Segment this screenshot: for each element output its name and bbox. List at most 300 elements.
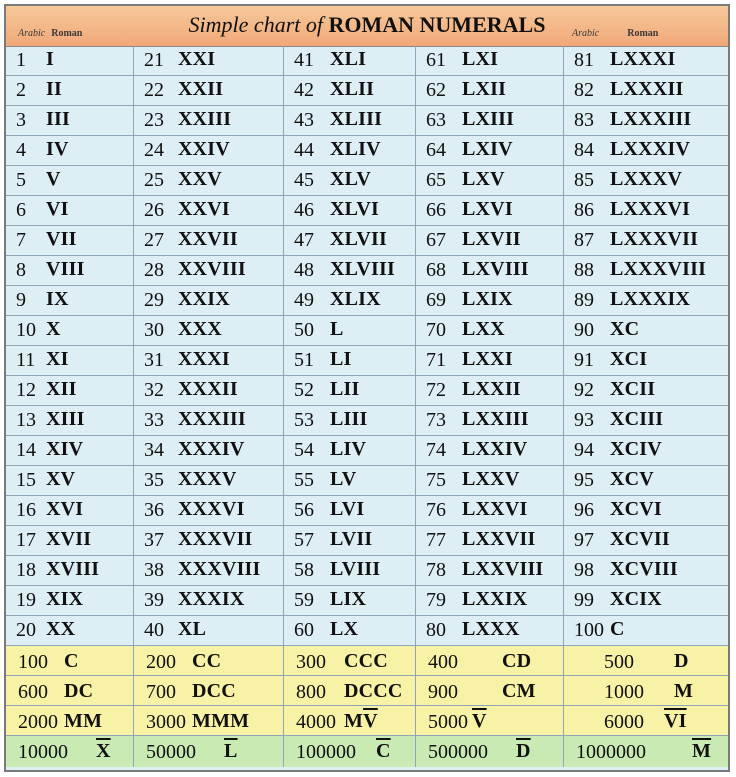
roman-value: XCII xyxy=(610,378,656,400)
roman-value: CC xyxy=(192,650,222,672)
numeral-cell xyxy=(564,376,728,405)
arabic-value: 19 xyxy=(16,589,36,611)
roman-value: LVIII xyxy=(330,558,381,580)
arabic-value: 75 xyxy=(426,469,446,491)
numeral-cell xyxy=(416,376,564,405)
arabic-value: 68 xyxy=(426,259,446,281)
numeral-cell xyxy=(416,676,564,705)
numeral-cell xyxy=(284,496,416,525)
arabic-value: 12 xyxy=(16,379,36,401)
arabic-value: 54 xyxy=(294,439,314,461)
roman-value: XXXIX xyxy=(178,588,245,610)
arabic-value: 84 xyxy=(574,139,594,161)
numeral-cell xyxy=(416,526,564,555)
numeral-cell xyxy=(564,526,728,555)
numeral-cell xyxy=(284,706,416,735)
arabic-value: 55 xyxy=(294,469,314,491)
numeral-cell xyxy=(6,496,134,525)
roman-value: LIX xyxy=(330,588,367,610)
arabic-value: 39 xyxy=(144,589,164,611)
arabic-value: 4000 xyxy=(296,711,336,733)
arabic-value: 500000 xyxy=(428,741,488,763)
table-row xyxy=(6,376,728,406)
roman-value xyxy=(376,740,391,763)
arabic-value: 1000 xyxy=(604,681,644,703)
roman-value: XLIV xyxy=(330,138,381,160)
numeral-cell xyxy=(416,76,564,105)
arabic-value: 85 xyxy=(574,169,594,191)
header-left-roman: Roman xyxy=(51,28,83,39)
arabic-value: 800 xyxy=(296,681,326,703)
arabic-value: 37 xyxy=(144,529,164,551)
roman-value: LXVI xyxy=(462,198,513,220)
numeral-cell xyxy=(416,196,564,225)
arabic-value: 90 xyxy=(574,319,594,341)
roman-value xyxy=(472,710,487,733)
roman-value: XLIII xyxy=(330,108,383,130)
hundreds-row xyxy=(6,646,728,676)
roman-value: LXXXI xyxy=(610,48,676,70)
numeral-cell xyxy=(134,346,284,375)
table-row xyxy=(6,196,728,226)
roman-value: XCVIII xyxy=(610,558,678,580)
numeral-cell xyxy=(416,166,564,195)
roman-value xyxy=(664,710,687,733)
roman-value: LIII xyxy=(330,408,368,430)
roman-plain-part: M xyxy=(344,710,364,732)
roman-value: XXIV xyxy=(178,138,230,160)
roman-value: XVIII xyxy=(46,558,100,580)
numeral-cell xyxy=(6,556,134,585)
roman-value: LXXII xyxy=(462,378,521,400)
roman-value xyxy=(64,710,102,733)
numeral-cell xyxy=(6,526,134,555)
roman-value: LXXXII xyxy=(610,78,684,100)
numeral-cell xyxy=(416,646,564,675)
numeral-cell xyxy=(564,676,728,705)
hundreds-row xyxy=(6,676,728,706)
table-row xyxy=(6,286,728,316)
roman-overlined-part: $\overline{D}$ xyxy=(516,740,531,762)
roman-value: VI xyxy=(46,198,69,220)
table-row xyxy=(6,616,728,646)
arabic-value: 14 xyxy=(16,439,36,461)
arabic-value: 50000 xyxy=(146,741,196,763)
roman-value: LXXVII xyxy=(462,528,536,550)
numeral-cell xyxy=(416,616,564,645)
numeral-cell xyxy=(284,646,416,675)
roman-value: LXXI xyxy=(462,348,513,370)
arabic-value: 9 xyxy=(16,289,26,311)
arabic-value: 64 xyxy=(426,139,446,161)
roman-value: XLV xyxy=(330,168,371,190)
numeral-cell xyxy=(564,196,728,225)
table-row xyxy=(6,226,728,256)
roman-value: LXXXV xyxy=(610,168,683,190)
arabic-value: 78 xyxy=(426,559,446,581)
numeral-cell xyxy=(284,46,416,75)
arabic-value: 82 xyxy=(574,79,594,101)
arabic-value: 32 xyxy=(144,379,164,401)
arabic-value: 8 xyxy=(16,259,26,281)
arabic-value: 100 xyxy=(18,651,48,673)
arabic-value: 88 xyxy=(574,259,594,281)
arabic-value: 16 xyxy=(16,499,36,521)
roman-value: XIX xyxy=(46,588,84,610)
roman-value: VIII xyxy=(46,258,85,280)
numeral-cell xyxy=(284,286,416,315)
arabic-value: 100000 xyxy=(296,741,356,763)
roman-value: LV xyxy=(330,468,357,490)
arabic-value: 91 xyxy=(574,349,594,371)
table-row xyxy=(6,556,728,586)
numeral-cell xyxy=(416,286,564,315)
arabic-value: 74 xyxy=(426,439,446,461)
numeral-cell xyxy=(6,676,134,705)
hundreds-row xyxy=(6,706,728,736)
numeral-cell xyxy=(416,406,564,435)
arabic-value: 87 xyxy=(574,229,594,251)
numeral-cell xyxy=(134,226,284,255)
numeral-cell xyxy=(134,616,284,645)
numeral-cell xyxy=(6,346,134,375)
numeral-cell xyxy=(284,436,416,465)
arabic-value: 18 xyxy=(16,559,36,581)
numeral-cell xyxy=(284,376,416,405)
numeral-cell xyxy=(564,406,728,435)
arabic-value: 2 xyxy=(16,79,26,101)
roman-value: LII xyxy=(330,378,360,400)
roman-value: XXIX xyxy=(178,288,230,310)
numeral-cell xyxy=(416,436,564,465)
arabic-value: 600 xyxy=(18,681,48,703)
roman-value: LXXXVII xyxy=(610,228,699,250)
arabic-value: 6 xyxy=(16,199,26,221)
roman-value: XLI xyxy=(330,48,367,70)
numeral-cell xyxy=(564,706,728,735)
numeral-cell xyxy=(6,586,134,615)
arabic-value: 200 xyxy=(146,651,176,673)
table-row xyxy=(6,256,728,286)
numeral-cell xyxy=(6,616,134,645)
roman-value: LXXVIII xyxy=(462,558,544,580)
arabic-value: 7 xyxy=(16,229,26,251)
arabic-value: 57 xyxy=(294,529,314,551)
thousands-row xyxy=(6,736,728,767)
arabic-value: 76 xyxy=(426,499,446,521)
numeral-cell xyxy=(564,166,728,195)
arabic-value: 61 xyxy=(426,49,446,71)
roman-value xyxy=(344,710,378,733)
arabic-value: 1 xyxy=(16,49,26,71)
numeral-cell xyxy=(416,496,564,525)
numeral-cell xyxy=(284,346,416,375)
numeral-cell xyxy=(134,526,284,555)
numeral-cell xyxy=(134,46,284,75)
numeral-cell xyxy=(564,76,728,105)
roman-overlined-part: $\overline{V}$ xyxy=(472,710,487,732)
numeral-cell xyxy=(416,226,564,255)
numeral-cell xyxy=(284,136,416,165)
roman-value: III xyxy=(46,108,70,130)
roman-value: LXX xyxy=(462,318,505,340)
numeral-cell xyxy=(284,556,416,585)
arabic-value: 6000 xyxy=(604,711,644,733)
table-row xyxy=(6,106,728,136)
roman-value: LXV xyxy=(462,168,505,190)
numeral-cell xyxy=(6,226,134,255)
roman-value: LXXXVIII xyxy=(610,258,707,280)
title-main: ROMAN NUMERALS xyxy=(328,12,546,37)
numeral-cell xyxy=(284,226,416,255)
roman-value: IX xyxy=(46,288,69,310)
arabic-value: 3000 xyxy=(146,711,186,733)
roman-value: LXXIII xyxy=(462,408,529,430)
numeral-cell xyxy=(416,586,564,615)
roman-value: XLVI xyxy=(330,198,379,220)
roman-value: LXXXIV xyxy=(610,138,691,160)
table-row xyxy=(6,406,728,436)
numeral-cell xyxy=(134,706,284,735)
arabic-value: 33 xyxy=(144,409,164,431)
roman-value: LIV xyxy=(330,438,367,460)
numeral-cell xyxy=(6,436,134,465)
roman-value: XXXVII xyxy=(178,528,253,550)
arabic-value: 22 xyxy=(144,79,164,101)
numeral-cell xyxy=(284,196,416,225)
arabic-value: 53 xyxy=(294,409,314,431)
roman-value: XXVI xyxy=(178,198,230,220)
numeral-cell xyxy=(284,316,416,345)
roman-value: LXVIII xyxy=(462,258,529,280)
arabic-value: 900 xyxy=(428,681,458,703)
table-row xyxy=(6,526,728,556)
arabic-value: 5000 xyxy=(428,711,468,733)
roman-overlined-part: $\overline{L}$ xyxy=(224,740,238,762)
roman-value: LXXXIII xyxy=(610,108,692,130)
roman-value: XX xyxy=(46,618,76,640)
roman-value: XLIX xyxy=(330,288,381,310)
roman-value: LXXIX xyxy=(462,588,528,610)
roman-numerals-chart xyxy=(4,4,730,772)
arabic-value: 10 xyxy=(16,319,36,341)
roman-value: IV xyxy=(46,138,69,160)
arabic-value: 62 xyxy=(426,79,446,101)
title-prefix: Simple chart of xyxy=(188,12,323,37)
numeral-cell xyxy=(6,646,134,675)
arabic-value: 41 xyxy=(294,49,314,71)
arabic-value: 86 xyxy=(574,199,594,221)
roman-value: XXX xyxy=(178,318,222,340)
arabic-value: 89 xyxy=(574,289,594,311)
numeral-cell xyxy=(416,736,564,767)
arabic-value: 44 xyxy=(294,139,314,161)
arabic-value: 30 xyxy=(144,319,164,341)
numeral-cell xyxy=(284,406,416,435)
roman-value: XIII xyxy=(46,408,85,430)
numeral-cell xyxy=(6,106,134,135)
numeral-cell xyxy=(564,586,728,615)
table-row xyxy=(6,346,728,376)
roman-value: C xyxy=(64,650,79,672)
arabic-value: 400 xyxy=(428,651,458,673)
roman-value xyxy=(692,740,711,763)
numeral-cell xyxy=(134,646,284,675)
numeral-cell xyxy=(564,646,728,675)
roman-value: LVII xyxy=(330,528,373,550)
roman-value: I xyxy=(46,48,54,70)
arabic-value: 94 xyxy=(574,439,594,461)
arabic-value: 77 xyxy=(426,529,446,551)
arabic-value: 92 xyxy=(574,379,594,401)
roman-value: XCVI xyxy=(610,498,662,520)
numeral-cell xyxy=(564,616,728,645)
arabic-value: 35 xyxy=(144,469,164,491)
numeral-cell xyxy=(134,436,284,465)
numeral-cell xyxy=(134,256,284,285)
roman-value: X xyxy=(46,318,61,340)
table-row xyxy=(6,76,728,106)
numeral-cell xyxy=(134,196,284,225)
arabic-value: 38 xyxy=(144,559,164,581)
numeral-cell xyxy=(564,46,728,75)
arabic-value: 4 xyxy=(16,139,26,161)
roman-value: XXI xyxy=(178,48,216,70)
numeral-cell xyxy=(6,256,134,285)
numeral-cell xyxy=(564,226,728,255)
numeral-cell xyxy=(134,736,284,767)
roman-value: LXIV xyxy=(462,138,513,160)
arabic-value: 95 xyxy=(574,469,594,491)
numeral-cell xyxy=(284,586,416,615)
numeral-cell xyxy=(134,586,284,615)
roman-value: LVI xyxy=(330,498,365,520)
roman-value: XCV xyxy=(610,468,654,490)
roman-value: XVI xyxy=(46,498,84,520)
numeral-cell xyxy=(416,106,564,135)
numeral-cell xyxy=(6,376,134,405)
arabic-value: 98 xyxy=(574,559,594,581)
header-right-arabic: Arabic xyxy=(572,28,600,39)
roman-value: XXXI xyxy=(178,348,230,370)
roman-value: V xyxy=(46,168,61,190)
numeral-cell xyxy=(6,46,134,75)
arabic-value: 29 xyxy=(144,289,164,311)
arabic-value: 42 xyxy=(294,79,314,101)
roman-value: XXXVI xyxy=(178,498,245,520)
roman-value: VII xyxy=(46,228,77,250)
arabic-value: 66 xyxy=(426,199,446,221)
numeral-cell xyxy=(134,166,284,195)
roman-value xyxy=(516,740,531,763)
arabic-value: 11 xyxy=(16,349,36,371)
roman-value: LXXX xyxy=(462,618,520,640)
numeral-cell xyxy=(134,316,284,345)
roman-value: XLVIII xyxy=(330,258,395,280)
arabic-value: 58 xyxy=(294,559,314,581)
roman-value: XVII xyxy=(46,528,92,550)
numeral-cell xyxy=(134,376,284,405)
numeral-cell xyxy=(134,556,284,585)
table-row xyxy=(6,46,728,76)
numeral-cell xyxy=(564,106,728,135)
arabic-value: 99 xyxy=(574,589,594,611)
roman-value: XII xyxy=(46,378,77,400)
roman-overlined-part: $\overline{VI}$ xyxy=(664,710,687,732)
numeral-cell xyxy=(416,556,564,585)
numeral-cell xyxy=(284,616,416,645)
arabic-value: 5 xyxy=(16,169,26,191)
roman-value: XXXVIII xyxy=(178,558,261,580)
arabic-value: 51 xyxy=(294,349,314,371)
roman-value: C xyxy=(610,618,625,640)
numeral-cell xyxy=(6,466,134,495)
roman-value xyxy=(96,740,111,763)
numeral-cell xyxy=(134,106,284,135)
roman-value: XXXII xyxy=(178,378,238,400)
roman-value: XC xyxy=(610,318,640,340)
numeral-cell xyxy=(284,676,416,705)
numeral-cell xyxy=(564,316,728,345)
arabic-value: 2000 xyxy=(18,711,58,733)
arabic-value: 700 xyxy=(146,681,176,703)
table-row xyxy=(6,166,728,196)
numeral-cell xyxy=(564,346,728,375)
numeral-cell xyxy=(6,706,134,735)
roman-value: D xyxy=(674,650,689,672)
roman-overlined-part: $\overline{V}$ xyxy=(363,710,378,732)
arabic-value: 40 xyxy=(144,619,164,641)
numeral-cell xyxy=(284,76,416,105)
numeral-cell xyxy=(416,46,564,75)
numeral-cell xyxy=(134,496,284,525)
arabic-value: 59 xyxy=(294,589,314,611)
arabic-value: 80 xyxy=(426,619,446,641)
numeral-cell xyxy=(134,76,284,105)
roman-value: LXIX xyxy=(462,288,513,310)
arabic-value: 500 xyxy=(604,651,634,673)
arabic-value: 73 xyxy=(426,409,446,431)
arabic-value: 100 xyxy=(574,619,604,641)
arabic-value: 27 xyxy=(144,229,164,251)
arabic-value: 71 xyxy=(426,349,446,371)
arabic-value: 50 xyxy=(294,319,314,341)
roman-value: XLII xyxy=(330,78,375,100)
table-row xyxy=(6,436,728,466)
numeral-cell xyxy=(134,136,284,165)
roman-value: LXXIV xyxy=(462,438,528,460)
roman-value: XCI xyxy=(610,348,648,370)
numeral-cell xyxy=(284,526,416,555)
arabic-value: 63 xyxy=(426,109,446,131)
arabic-value: 13 xyxy=(16,409,36,431)
roman-value: XXII xyxy=(178,78,224,100)
numeral-cell xyxy=(6,286,134,315)
roman-value: XCIII xyxy=(610,408,664,430)
arabic-value: 97 xyxy=(574,529,594,551)
table-row xyxy=(6,316,728,346)
arabic-value: 43 xyxy=(294,109,314,131)
arabic-value: 10000 xyxy=(18,741,68,763)
numeral-cell xyxy=(6,316,134,345)
roman-value: CM xyxy=(502,680,536,702)
roman-value: XXXIII xyxy=(178,408,246,430)
arabic-value: 47 xyxy=(294,229,314,251)
roman-value: XXXV xyxy=(178,468,237,490)
arabic-value: 65 xyxy=(426,169,446,191)
arabic-value: 34 xyxy=(144,439,164,461)
roman-value: XV xyxy=(46,468,76,490)
